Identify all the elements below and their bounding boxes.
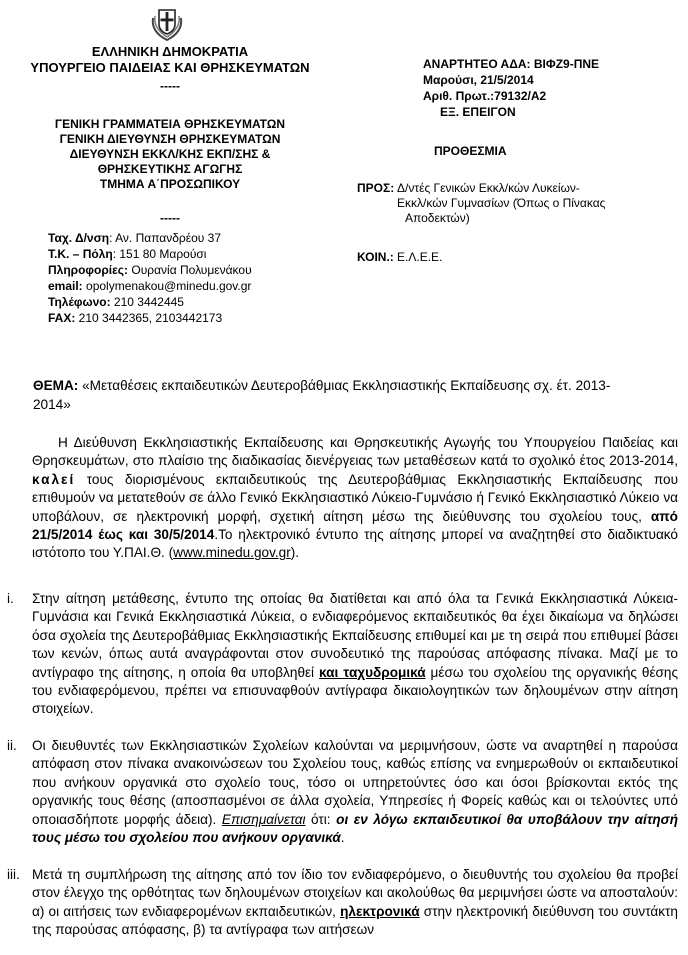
- address-value: : Αν. Παπανδρέου 37: [109, 231, 222, 245]
- notice-emphasis: οι εν λόγω εκπαιδευτικοί θα υποβάλουν την αίτησή τους μέσω του σχολείου που ανήκουν οργανικά: [32, 811, 678, 846]
- minedu-link[interactable]: www.minedu.gov.gr: [173, 545, 291, 561]
- notice-label: Επισημαίνεται: [221, 811, 306, 827]
- kalei-emphasis: καλεί: [32, 471, 76, 487]
- dept-line: ΔΙΕΥΘΥΝΣΗ ΕΚΚΛ/ΚΗΣ ΕΚΠ/ΣΗΣ &: [69, 147, 271, 161]
- subject-label: ΘΕΜΑ:: [33, 378, 79, 393]
- dept-line: ΓΕΝΙΚΗ ΓΡΑΜΜΑΤΕΙΑ ΘΡΗΣΚΕΥΜΑΤΩΝ: [54, 117, 286, 131]
- info-line: [48, 263, 348, 278]
- fax-label: FAX:: [48, 311, 76, 325]
- info-label: Πληροφορίες:: [48, 263, 129, 277]
- subject-line-2: 2014»: [33, 397, 71, 412]
- list-marker-iii: iii.: [7, 867, 20, 882]
- address-label: Ταχ. Δ/νση: [48, 231, 110, 245]
- ministry-title: ΥΠΟΥΡΓΕΙΟ ΠΑΙΔΕΙΑΣ ΚΑΙ ΘΡΗΣΚΕΥΜΑΤΩΝ: [30, 60, 310, 75]
- deadline-label: ΠΡΟΘΕΣΜΙΑ: [434, 144, 507, 158]
- date-label: Μαρούσι, 21/5/2014: [423, 73, 534, 87]
- republic-title: ΕΛΛΗΝΙΚΗ ΔΗΜΟΚΡΑΤΙΑ: [91, 44, 249, 59]
- postal-line: [48, 247, 348, 262]
- intro-paragraph: Η Διεύθυνση Εκκλησιαστικής Εκπαίδευσης και Θρησκευτικής Αγωγής του Υπουργείου Παιδείας και Θρησκευμάτων, στο πλαίσιο της διαδικασίας διενέργειας των μεταθέσεων κατά το σχολικό έτος 2013-2014, καλεί τους διορισμένους εκπαιδευτικούς της Δευτεροβάθμιας Εκκλησιαστικής Εκπαίδευσης που επιθυμούν να μετατεθούν σε άλλο Γενικό Εκκλησιαστικό Λύκειο-Γυμνάσιο ή Γενικό Εκκλησιαστικό Λύκειο να υποβάλουν, σε ηλεκτρονική μορφή, σχετική αίτηση μέσω της διεύθυνσης του σχολείου τους, από 21/5/2014 έως και 30/5/2014.Το ηλεκτρονικό έντυπο της αίτησης μπορεί να αναζητηθεί στο διαδικτυακό ιστότοπο του Υ.ΠΑΙ.Θ. (www.minedu.gov.gr).: [32, 435, 678, 561]
- email-line: [48, 279, 348, 294]
- separator: -----: [160, 79, 180, 93]
- fax-line: [48, 311, 348, 326]
- subject-text: «Μεταθέσεις εκπαιδευτικών Δευτεροβάθμιας Εκκλησιαστικής Εκπαίδευσης σχ. έτ. 2013-: [78, 378, 611, 393]
- phone-label: Τηλέφωνο:: [48, 295, 111, 309]
- postal-emphasis: και ταχυδρομικά: [319, 664, 426, 680]
- ada-label: ΑΝΑΡΤΗΤΕΟ ΑΔΑ: ΒΙΦΖ9-ΠΝΕ: [423, 57, 600, 71]
- dept-line: ΓΕΝΙΚΗ ΔΙΕΥΘΥΝΣΗ ΘΡΗΣΚΕΥΜΑΤΩΝ: [59, 132, 281, 146]
- cc-value: Ε.Λ.Ε.Ε.: [397, 250, 443, 264]
- list-item-iii: Μετά τη συμπλήρωση της αίτησης από τον ίδιο τον ενδιαφερόμενο, ο διευθυντής του σχολείου θα προβεί στον έλεγχο της ορθότητας των δηλουμένων στοιχείων και ακολούθως θα μεριμνήσει ώστε να αποσταλούν: α) οι αιτήσεις των ενδιαφερομένων εκπαιδευτικών, ηλεκτρονικά στην ηλεκτρονική διεύθυνση του συντάκτη της παρούσας απόφασης, β) τα αντίγραφα των αιτήσεων: [32, 867, 678, 938]
- dept-line: ΤΜΗΜΑ Α΄ΠΡΟΣΩΠΙΚΟΥ: [99, 177, 241, 191]
- email-label: email:: [48, 279, 83, 293]
- phone-value: 210 3442445: [110, 295, 184, 309]
- subject-line: [33, 377, 683, 395]
- recipient-line: Δ/ντές Γενικών Εκκλ/κών Λυκείων-: [397, 181, 580, 195]
- info-value: Ουρανία Πολυμενάκου: [128, 263, 252, 277]
- deadline-dates: από 21/5/2014 έως και 30/5/2014: [32, 508, 678, 543]
- email-value[interactable]: opolymenakou@minedu.gov.gr: [82, 279, 252, 293]
- to-label: ΠΡΟΣ:: [357, 181, 395, 195]
- electronic-emphasis: ηλεκτρονικά: [340, 903, 420, 919]
- postal-label: Τ.Κ. – Πόλη: [48, 247, 113, 261]
- address-line: [48, 231, 348, 246]
- protocol-number: Αριθ. Πρωτ.:79132/Α2: [423, 89, 547, 103]
- dept-line: ΘΡΗΣΚΕΥΤΙΚΗΣ ΑΓΩΓΗΣ: [97, 162, 243, 176]
- cc-label: ΚΟΙΝ.:: [357, 250, 394, 264]
- phone-line: [48, 295, 348, 310]
- list-item-i: Στην αίτηση μετάθεσης, έντυπο της οποίας θα διατίθεται και από όλα τα Γενικά Εκκλησιαστικά Λύκεια-Γυμνάσια και Γενικά Εκκλησιαστικά Λύκεια, ο ενδιαφερόμενος εκπαιδευτικός θα έχει δικαίωμα να δηλώσει όσα σχολεία της Δευτεροβάθμιας Εκκλησιαστικής Εκπαίδευσης επιθυμεί και με τη σειρά που επιθυμεί βάσει των κενών, όπως αυτά αναγράφονται στον συνοδευτικό της παρούσας απόφασης πίνακα. Μαζί με το αντίγραφο της αίτησης, η οποία θα υποβληθεί και ταχυδρομικά μέσω του σχολείου της οργανικής θέσης του ενδιαφερόμενου, πρέπει να επισυναφθούν αντίγραφα δικαιολογητικών των δηλουμένων στην αίτηση στοιχείων.: [32, 591, 679, 717]
- list-item-ii: Οι διευθυντές των Εκκλησιαστικών Σχολείων καλούνται να μεριμνήσουν, ώστε να αναρτηθεί η παρούσα απόφαση στον πίνακα ανακοινώσεων του Σχολείου τους, καθώς επίσης να ενημερωθούν οι εκπαιδευτικοί που ανήκουν οργανικά στο σχολείο τους, τόσο οι υπηρετούντες όσο και όσοι βρίσκονται εκτός της οργανικής τους θέσης (αποσπασμένοι σε άλλα σχολεία, Υπηρεσίες ή Φορείς καθώς και οι τελούντες υπό οποιασδήποτε μορφής άδεια). Επισημαίνεται ότι: οι εν λόγω εκπαιδευτικοί θα υποβάλουν την αίτησή τους μέσω του σχολείου που ανήκουν οργανικά.: [32, 738, 678, 846]
- postal-value: : 151 80 Μαρούσι: [112, 247, 207, 261]
- urgency-label: ΕΞ. ΕΠΕΙΓΟΝ: [440, 105, 516, 119]
- fax-value: 210 3442365, 2103442173: [75, 311, 223, 325]
- separator: -----: [160, 211, 180, 225]
- recipient-line: Εκκλ/κών Γυμνασίων (Όπως ο Πίνακας: [397, 196, 606, 210]
- list-marker-i: i.: [7, 591, 14, 606]
- list-marker-ii: ii.: [7, 738, 17, 753]
- greek-emblem-icon: [148, 4, 186, 42]
- recipient-line: Αποδεκτών): [405, 211, 470, 225]
